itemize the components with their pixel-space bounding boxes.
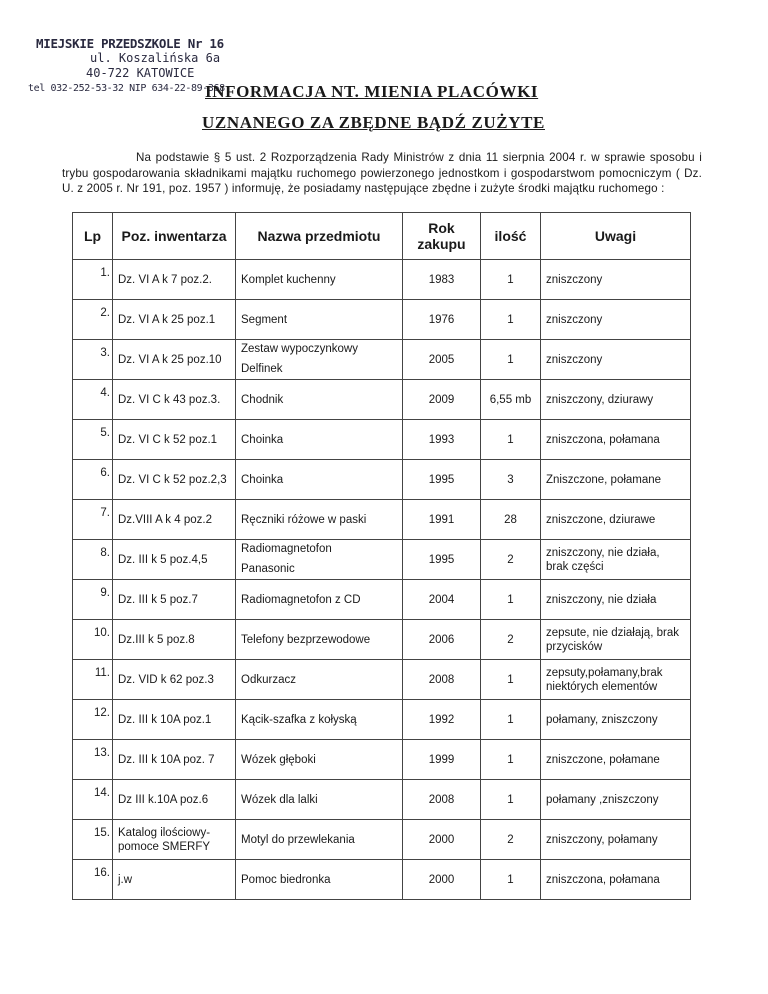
table-row <box>73 660 691 700</box>
row-inventory: Dz.III k 5 poz.8 <box>113 620 236 660</box>
row-purchase-year: 2005 <box>403 340 481 380</box>
table-row <box>73 460 691 500</box>
document-title-line2: UZNANEGO ZA ZBĘDNE BĄDŹ ZUŻYTE <box>202 113 545 132</box>
row-purchase-year: 1991 <box>403 500 481 540</box>
row-inventory: Dz. VI A k 7 poz.2. <box>113 260 236 300</box>
table-row <box>73 740 691 780</box>
row-notes: zepsute, nie działają, brak przycisków <box>541 620 691 660</box>
row-notes: zniszczony, nie działa <box>541 580 691 620</box>
table-row <box>73 820 691 860</box>
table-row <box>73 500 691 540</box>
row-purchase-year: 2008 <box>403 660 481 700</box>
row-purchase-year: 1993 <box>403 420 481 460</box>
row-item-name: Odkurzacz <box>236 660 403 700</box>
row-quantity: 1 <box>481 260 541 300</box>
row-notes: zniszczona, połamana <box>541 860 691 900</box>
table-row <box>73 700 691 740</box>
table-header-row <box>73 213 691 260</box>
row-quantity: 1 <box>481 740 541 780</box>
row-notes: Zniszczone, połamane <box>541 460 691 500</box>
row-quantity: 1 <box>481 780 541 820</box>
row-inventory: Dz. III k 10A poz. 7 <box>113 740 236 780</box>
row-lp: 16. <box>73 860 113 900</box>
row-quantity: 1 <box>481 420 541 460</box>
row-quantity: 6,55 mb <box>481 380 541 420</box>
row-item-name <box>236 340 403 380</box>
row-lp: 6. <box>73 460 113 500</box>
row-inventory: Dz. VI C k 52 poz.1 <box>113 420 236 460</box>
row-lp: 15. <box>73 820 113 860</box>
institution-stamp <box>28 36 225 96</box>
row-purchase-year: 1995 <box>403 540 481 580</box>
row-inventory: Dz.VIII A k 4 poz.2 <box>113 500 236 540</box>
row-item-name: Choinka <box>236 420 403 460</box>
row-quantity: 28 <box>481 500 541 540</box>
row-notes: zepsuty,połamany,brak niektórych elementów <box>541 660 691 700</box>
row-notes: zniszczony, nie działa, brak części <box>541 540 691 580</box>
row-notes: zniszczona, połamana <box>541 420 691 460</box>
row-purchase-year: 2000 <box>403 860 481 900</box>
row-quantity: 1 <box>481 580 541 620</box>
row-item-name-main: Radiomagnetofon <box>241 543 332 555</box>
row-inventory: Dz. VI A k 25 poz.10 <box>113 340 236 380</box>
row-quantity: 2 <box>481 620 541 660</box>
row-purchase-year: 1983 <box>403 260 481 300</box>
row-purchase-year: 2008 <box>403 780 481 820</box>
row-inventory: Dz. III k 5 poz.7 <box>113 580 236 620</box>
stamp-phone-nip: tel 032-252-53-32 NIP 634-22-89-368 <box>28 83 225 94</box>
row-item-name: Telefony bezprzewodowe <box>236 620 403 660</box>
document-title-line1: INFORMACJA NT. MIENIA PLACÓWKI <box>205 82 539 101</box>
row-quantity: 1 <box>481 700 541 740</box>
table-row <box>73 580 691 620</box>
row-purchase-year: 1976 <box>403 300 481 340</box>
row-purchase-year: 2004 <box>403 580 481 620</box>
row-inventory: Dz. VI C k 52 poz.2,3 <box>113 460 236 500</box>
row-notes: zniszczony <box>541 300 691 340</box>
row-lp: 2. <box>73 300 113 340</box>
table-row <box>73 780 691 820</box>
row-inventory: Dz. VI C k 43 poz.3. <box>113 380 236 420</box>
row-lp: 10. <box>73 620 113 660</box>
row-notes: zniszczony <box>541 340 691 380</box>
row-lp: 3. <box>73 340 113 380</box>
row-item-name: Radiomagnetofon z CD <box>236 580 403 620</box>
row-item-name: Wózek dla lalki <box>236 780 403 820</box>
row-item-name: Motyl do przewlekania <box>236 820 403 860</box>
row-inventory: Dz. VI A k 25 poz.1 <box>113 300 236 340</box>
row-item-name: Wózek głęboki <box>236 740 403 780</box>
stamp-name: MIEJSKIE PRZEDSZKOLE Nr 16 <box>36 36 224 51</box>
row-item-name: Chodnik <box>236 380 403 420</box>
row-inventory: Dz. III k 5 poz.4,5 <box>113 540 236 580</box>
table-row <box>73 620 691 660</box>
intro-paragraph: Na podstawie § 5 ust. 2 Rozporządzenia Rady Ministrów z dnia 11 sierpnia 2004 r. w sprawie sposobu i trybu gospodarowania składnikami majątku ruchomego powierzonego jednostkom i gospodarstwom pomocniczym ( Dz. U. z 2005 r. Nr 191, poz. 1957 ) informuję, że posiadamy następujące zbędne i zużyte środki majątku ruchomego : <box>62 151 702 195</box>
table-row <box>73 340 691 380</box>
row-notes: połamany, zniszczony <box>541 700 691 740</box>
row-inventory: Dz. III k 10A poz.1 <box>113 700 236 740</box>
row-item-name: Kącik-szafka z kołyską <box>236 700 403 740</box>
row-notes: zniszczone, połamane <box>541 740 691 780</box>
row-lp: 9. <box>73 580 113 620</box>
table-row <box>73 300 691 340</box>
row-lp: 13. <box>73 740 113 780</box>
header-notes: Uwagi <box>541 213 691 260</box>
row-notes: połamany ,zniszczony <box>541 780 691 820</box>
table-row <box>73 860 691 900</box>
row-item-name: Komplet kuchenny <box>236 260 403 300</box>
row-item-name: Ręczniki różowe w paski <box>236 500 403 540</box>
row-purchase-year: 1995 <box>403 460 481 500</box>
row-item-name <box>236 540 403 580</box>
header-item-name: Nazwa przedmiotu <box>236 213 403 260</box>
table-row <box>73 540 691 580</box>
inventory-table <box>72 212 691 900</box>
row-purchase-year: 2000 <box>403 820 481 860</box>
row-notes: zniszczony, połamany <box>541 820 691 860</box>
row-lp: 11. <box>73 660 113 700</box>
row-quantity: 1 <box>481 660 541 700</box>
row-lp: 4. <box>73 380 113 420</box>
row-lp: 12. <box>73 700 113 740</box>
row-quantity: 2 <box>481 820 541 860</box>
table-row <box>73 420 691 460</box>
table-row <box>73 260 691 300</box>
row-lp: 1. <box>73 260 113 300</box>
row-item-name-sub: Panasonic <box>241 563 295 575</box>
header-inventory: Poz. inwentarza <box>113 213 236 260</box>
table-row <box>73 380 691 420</box>
row-quantity: 2 <box>481 540 541 580</box>
row-purchase-year: 1992 <box>403 700 481 740</box>
row-notes: zniszczony <box>541 260 691 300</box>
row-notes: zniszczony, dziurawy <box>541 380 691 420</box>
row-inventory: j.w <box>113 860 236 900</box>
stamp-city: 40-722 KATOWICE <box>86 66 195 80</box>
row-lp: 5. <box>73 420 113 460</box>
header-lp: Lp <box>73 213 113 260</box>
row-lp: 14. <box>73 780 113 820</box>
row-item-name: Choinka <box>236 460 403 500</box>
row-notes: zniszczone, dziurawe <box>541 500 691 540</box>
row-quantity: 3 <box>481 460 541 500</box>
row-item-name-main: Zestaw wypoczynkowy <box>241 343 358 355</box>
row-purchase-year: 2006 <box>403 620 481 660</box>
stamp-street: ul. Koszalińska 6a <box>90 51 221 65</box>
row-inventory: Dz III k.10A poz.6 <box>113 780 236 820</box>
row-quantity: 1 <box>481 860 541 900</box>
row-lp: 8. <box>73 540 113 580</box>
row-inventory: Dz. VID k 62 poz.3 <box>113 660 236 700</box>
row-purchase-year: 1999 <box>403 740 481 780</box>
row-item-name: Segment <box>236 300 403 340</box>
row-purchase-year: 2009 <box>403 380 481 420</box>
row-quantity: 1 <box>481 300 541 340</box>
row-quantity: 1 <box>481 340 541 380</box>
header-purchase-year: Rok zakupu <box>403 213 481 260</box>
row-item-name: Pomoc biedronka <box>236 860 403 900</box>
header-quantity: ilość <box>481 213 541 260</box>
row-item-name-sub: Delfinek <box>241 363 283 375</box>
row-inventory: Katalog ilościowy-pomoce SMERFY <box>113 820 236 860</box>
row-lp: 7. <box>73 500 113 540</box>
